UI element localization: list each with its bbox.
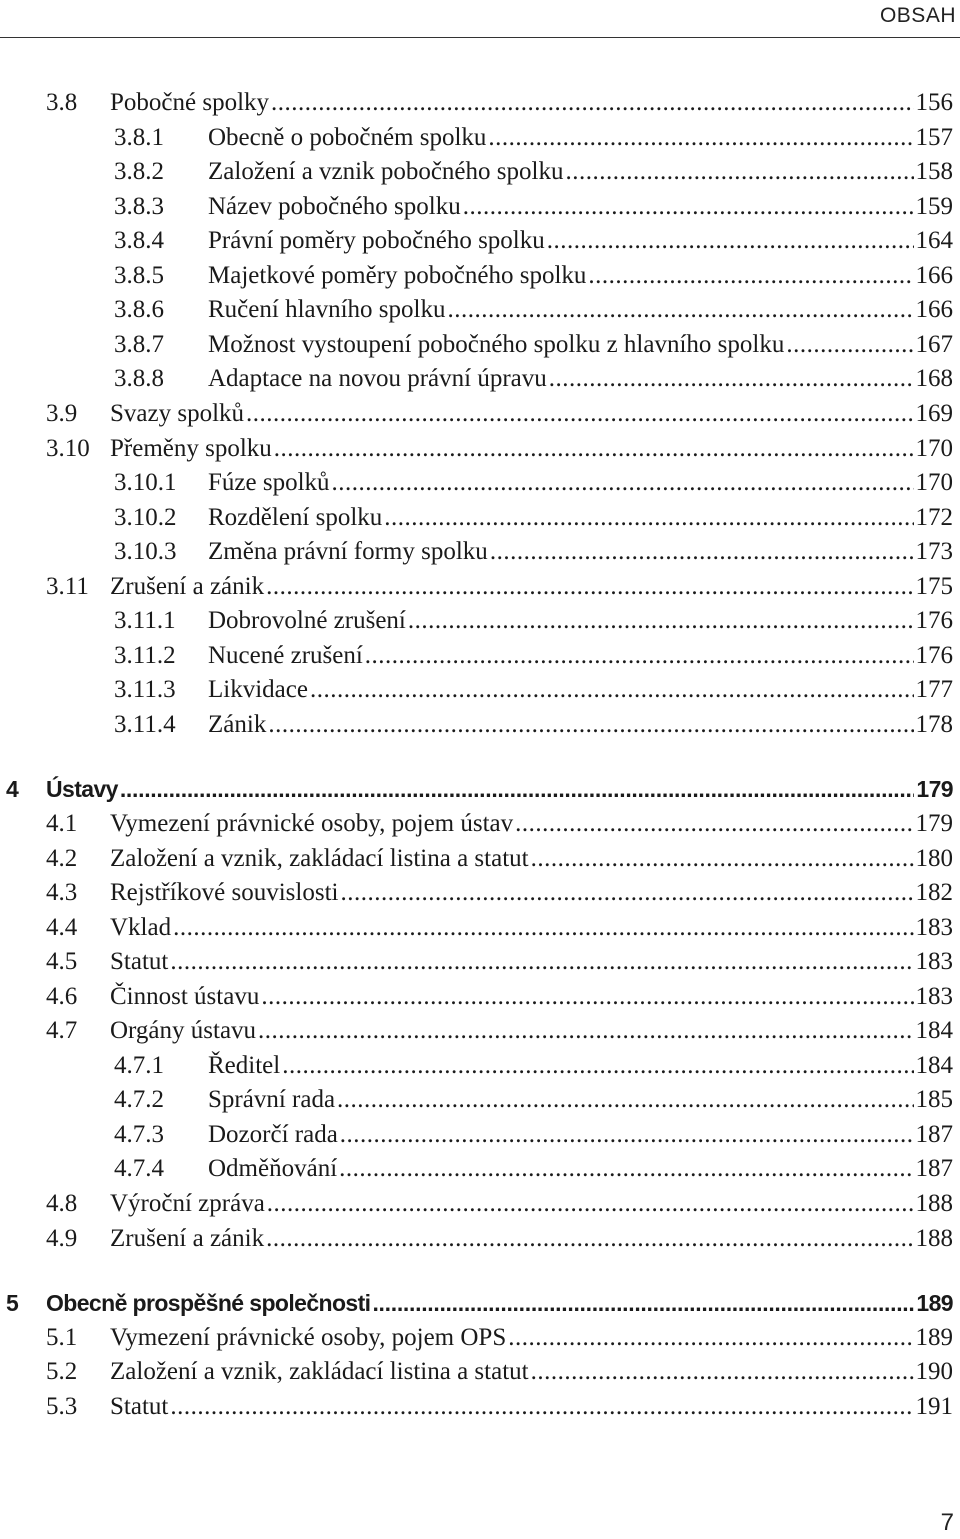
toc-entry-number: 4.7.4 — [114, 1155, 164, 1182]
toc-entry-number: 3.10 — [46, 435, 90, 462]
toc-entry-body — [208, 1118, 953, 1152]
toc-entry-title: Adaptace na novou právní úpravu — [208, 365, 547, 392]
toc-entry-title: Zrušení a zánik — [110, 573, 265, 600]
toc-entry-title: Likvidace — [208, 676, 308, 703]
toc-entry[interactable] — [0, 1014, 960, 1048]
toc-entry-number: 3.8.2 — [114, 158, 164, 185]
toc-entry-title: Vklad — [110, 914, 172, 941]
toc-entry-title: Ředitel — [208, 1052, 281, 1079]
toc-entry[interactable] — [0, 224, 960, 258]
dot-leader — [261, 980, 913, 1014]
toc-entry-page: 187 — [915, 1121, 953, 1148]
toc-entry-page: 172 — [915, 504, 953, 531]
toc-entry-title: Správní rada — [208, 1086, 336, 1113]
toc-entry[interactable] — [0, 259, 960, 293]
toc-entry-title: Statut — [110, 948, 169, 975]
dot-leader — [531, 1355, 914, 1389]
toc-entry-title: Zánik — [208, 711, 267, 738]
toc-entry[interactable] — [0, 1152, 960, 1186]
toc-entry-title: Dozorčí rada — [208, 1121, 338, 1148]
toc-entry-title: Statut — [110, 1393, 169, 1420]
toc-entry[interactable] — [0, 466, 960, 500]
toc-entry-title: Majetkové poměry pobočného spolku — [208, 262, 587, 289]
dot-leader — [267, 1187, 914, 1221]
toc-entry-title: Ústavy — [46, 776, 118, 802]
toc-entry-title: Zrušení a zánik — [110, 1225, 265, 1252]
toc-entry-body — [208, 328, 953, 362]
toc-entry-number: 4 — [6, 776, 19, 802]
toc-entry-number: 3.9 — [46, 400, 78, 427]
toc-entry-title: Dobrovolné zrušení — [208, 607, 406, 634]
toc-entry-body — [110, 807, 953, 841]
toc-entry-page: 177 — [915, 676, 953, 703]
toc-entry-title: Fúze spolků — [208, 469, 330, 496]
toc-entry-page: 166 — [915, 262, 953, 289]
toc-entry-body — [110, 945, 953, 979]
dot-leader — [365, 639, 914, 673]
toc-entry-number: 4.7 — [46, 1017, 78, 1044]
toc-entry[interactable] — [0, 911, 960, 945]
toc-entry[interactable] — [0, 1390, 960, 1424]
toc-entry-page: 187 — [915, 1155, 953, 1182]
toc-entry[interactable] — [0, 535, 960, 569]
toc-entry-number: 4.5 — [46, 948, 78, 975]
dot-leader — [588, 259, 913, 293]
toc-entry-number: 3.10.2 — [114, 504, 177, 531]
toc-entry[interactable] — [0, 604, 960, 638]
toc-entry-page: 175 — [915, 573, 953, 600]
toc-entry-title: Obecně o pobočném spolku — [208, 124, 487, 151]
toc-entry-number: 4.4 — [46, 914, 78, 941]
toc-entry[interactable] — [0, 1321, 960, 1355]
dot-leader — [339, 1152, 913, 1186]
toc-entry-number: 3.8 — [46, 89, 78, 116]
toc-entry-title: Založení a vznik pobočného spolku — [208, 158, 564, 185]
dot-leader — [488, 121, 913, 155]
toc-entry-page: 189 — [916, 1290, 953, 1316]
toc-chapter-entry[interactable] — [0, 772, 960, 806]
header-rule — [0, 37, 960, 38]
dot-leader — [531, 842, 914, 876]
toc-entry-title: Svazy spolků — [110, 400, 245, 427]
toc-entry-body — [110, 1321, 953, 1355]
toc-entry-page: 176 — [915, 607, 953, 634]
dot-leader — [340, 1118, 914, 1152]
toc-entry-number: 5 — [6, 1290, 19, 1316]
toc-entry-page: 176 — [915, 642, 953, 669]
page-number: 7 — [940, 1509, 954, 1536]
dot-leader — [786, 328, 913, 362]
toc-entry-body — [208, 501, 953, 535]
toc-entry-page: 183 — [915, 983, 953, 1010]
dot-leader — [170, 1390, 913, 1424]
toc-entry-body — [110, 1355, 953, 1389]
dot-leader — [549, 362, 914, 396]
dot-leader — [274, 432, 914, 466]
toc-entry-page: 182 — [915, 879, 953, 906]
toc-entry-number: 3.11 — [46, 573, 89, 600]
toc-entry-page: 170 — [915, 435, 953, 462]
toc-entry[interactable] — [0, 362, 960, 396]
toc-entry-title: Vymezení právnické osoby, pojem OPS — [110, 1324, 507, 1351]
toc-entry-number: 5.1 — [46, 1324, 78, 1351]
toc-entry-number: 4.2 — [46, 845, 78, 872]
dot-leader — [384, 501, 913, 535]
toc-entry-body — [208, 155, 953, 189]
toc-entry-body — [110, 911, 953, 945]
toc-entry[interactable] — [0, 155, 960, 189]
toc-entry-number: 3.11.2 — [114, 642, 176, 669]
toc-entry-number: 4.8 — [46, 1190, 78, 1217]
toc-entry-body — [46, 1286, 953, 1320]
toc-entry-number: 4.7.3 — [114, 1121, 164, 1148]
dot-leader — [340, 876, 913, 910]
dot-leader — [271, 86, 913, 120]
toc-entry-page: 156 — [915, 89, 953, 116]
dot-leader — [258, 1014, 913, 1048]
toc-entry-body — [208, 673, 953, 707]
toc-entry-title: Činnost ústavu — [110, 983, 260, 1010]
dot-leader — [170, 945, 913, 979]
toc-entry[interactable] — [0, 1222, 960, 1256]
toc-entry-title: Výroční zpráva — [110, 1190, 265, 1217]
toc-entry-title: Ručení hlavního spolku — [208, 296, 446, 323]
toc-entry-title: Vymezení právnické osoby, pojem ústav — [110, 810, 514, 837]
toc-entry[interactable] — [0, 876, 960, 910]
toc-entry-number: 4.7.2 — [114, 1086, 164, 1113]
dot-leader — [266, 1222, 913, 1256]
toc-entry-title: Založení a vznik, zakládací listina a statut — [110, 1358, 529, 1385]
toc-entry-title: Nucené zrušení — [208, 642, 363, 669]
running-header-label: OBSAH — [879, 4, 956, 27]
toc-entry-body — [208, 535, 953, 569]
toc-entry[interactable] — [0, 432, 960, 466]
toc-entry[interactable] — [0, 1355, 960, 1389]
toc-entry-page: 184 — [915, 1017, 953, 1044]
toc-entry-body — [208, 362, 953, 396]
toc-entry-number: 4.7.1 — [114, 1052, 164, 1079]
toc-entry-number: 3.8.6 — [114, 296, 164, 323]
toc-entry-page: 159 — [915, 193, 953, 220]
toc-entry-body — [110, 1390, 953, 1424]
toc-entry-number: 3.8.3 — [114, 193, 164, 220]
toc-entry-body — [208, 604, 953, 638]
toc-entry-number: 3.8.4 — [114, 227, 164, 254]
toc-entry-page: 179 — [916, 776, 953, 802]
toc-entry-number: 5.2 — [46, 1358, 78, 1385]
dot-leader — [266, 570, 913, 604]
toc-entry-page: 167 — [915, 331, 953, 358]
toc-entry[interactable] — [0, 842, 960, 876]
toc-entry-body — [110, 876, 953, 910]
toc-entry[interactable] — [0, 570, 960, 604]
toc-entry-title: Rozdělení spolku — [208, 504, 383, 531]
toc-entry[interactable] — [0, 293, 960, 327]
toc-entry-page: 166 — [915, 296, 953, 323]
toc-entry-number: 3.11.4 — [114, 711, 176, 738]
dot-leader — [515, 807, 913, 841]
toc-entry-body — [208, 224, 953, 258]
toc-entry-title: Orgány ústavu — [110, 1017, 257, 1044]
toc-entry-number: 4.3 — [46, 879, 78, 906]
toc-entry-page: 184 — [915, 1052, 953, 1079]
toc-entry-page: 183 — [915, 948, 953, 975]
toc-entry-body — [110, 397, 953, 431]
toc-entry-number: 4.1 — [46, 810, 78, 837]
toc-entry-body — [208, 466, 953, 500]
toc-entry[interactable] — [0, 1118, 960, 1152]
toc-entry-body — [110, 1222, 953, 1256]
toc-entry-number: 3.8.1 — [114, 124, 164, 151]
toc-entry-number: 3.8.5 — [114, 262, 164, 289]
toc-entry-number: 3.10.1 — [114, 469, 177, 496]
toc-entry[interactable] — [0, 328, 960, 362]
toc-entry-body — [208, 293, 953, 327]
toc-entry-body — [208, 708, 953, 742]
toc-entry-title: Pobočné spolky — [110, 89, 270, 116]
toc-entry-title: Název pobočného spolku — [208, 193, 461, 220]
dot-leader — [332, 466, 914, 500]
dot-leader — [268, 708, 913, 742]
toc-entry-number: 4.6 — [46, 983, 78, 1010]
dot-leader — [508, 1321, 913, 1355]
toc-entry-title: Založení a vznik, zakládací listina a statut — [110, 845, 529, 872]
toc-entry-body — [110, 1014, 953, 1048]
toc-entry[interactable] — [0, 1049, 960, 1083]
toc-entry-page: 188 — [915, 1225, 953, 1252]
toc-entry-body — [208, 1083, 953, 1117]
toc-entry-body — [110, 842, 953, 876]
toc-entry[interactable] — [0, 980, 960, 1014]
toc-entry-number: 3.10.3 — [114, 538, 177, 565]
toc-entry-number: 4.9 — [46, 1225, 78, 1252]
toc-entry-page: 168 — [915, 365, 953, 392]
toc-entry-body — [208, 1152, 953, 1186]
toc-entry[interactable] — [0, 1083, 960, 1117]
toc-entry-body — [208, 259, 953, 293]
toc-entry-number: 3.11.1 — [114, 607, 176, 634]
toc-entry-page: 191 — [915, 1393, 953, 1420]
dot-leader — [173, 911, 913, 945]
toc-entry-page: 189 — [915, 1324, 953, 1351]
toc-entry-page: 180 — [915, 845, 953, 872]
toc-entry-title: Obecně prospěšné společnosti — [46, 1290, 371, 1316]
toc-entry-number: 3.8.7 — [114, 331, 164, 358]
toc-entry-body — [208, 1049, 953, 1083]
toc-entry-title: Možnost vystoupení pobočného spolku z hlavního spolku — [208, 331, 785, 358]
toc-entry-page: 185 — [915, 1086, 953, 1113]
toc-entry-page: 190 — [915, 1358, 953, 1385]
toc-entry-body — [110, 86, 953, 120]
toc-entry[interactable] — [0, 121, 960, 155]
toc-entry-body — [208, 639, 953, 673]
toc-entry-number: 3.11.3 — [114, 676, 176, 703]
toc-entry[interactable] — [0, 1187, 960, 1221]
toc-entry[interactable] — [0, 945, 960, 979]
toc-entry-page: 173 — [915, 538, 953, 565]
dot-leader — [447, 293, 913, 327]
dot-leader — [490, 535, 914, 569]
toc-entry-body — [208, 121, 953, 155]
toc-entry-title: Odměňování — [208, 1155, 338, 1182]
toc-entry[interactable] — [0, 708, 960, 742]
toc-entry-body — [110, 1187, 953, 1221]
toc-entry[interactable] — [0, 397, 960, 431]
toc-entry-title: Změna právní formy spolku — [208, 538, 488, 565]
toc-entry-number: 5.3 — [46, 1393, 78, 1420]
toc-entry-page: 164 — [915, 227, 953, 254]
dot-leader — [282, 1049, 913, 1083]
toc-entry-page: 178 — [915, 711, 953, 738]
toc-entry-page: 188 — [915, 1190, 953, 1217]
toc-entry[interactable] — [0, 807, 960, 841]
toc-entry-page: 179 — [915, 810, 953, 837]
toc-entry-number: 3.8.8 — [114, 365, 164, 392]
toc-entry-title: Právní poměry pobočného spolku — [208, 227, 545, 254]
dot-leader — [408, 604, 914, 638]
toc-entry-body — [208, 190, 953, 224]
dot-leader — [310, 673, 914, 707]
dot-leader — [463, 190, 914, 224]
toc-chapter-entry[interactable] — [0, 1286, 960, 1320]
toc-entry-page: 169 — [915, 400, 953, 427]
toc-entry-page: 170 — [915, 469, 953, 496]
toc-entry-body — [110, 432, 953, 466]
toc-entry-page: 183 — [915, 914, 953, 941]
toc-entry-body — [110, 980, 953, 1014]
dot-leader — [565, 155, 913, 189]
toc-entry[interactable] — [0, 86, 960, 120]
dot-leader — [547, 224, 914, 258]
toc-entry-body — [110, 570, 953, 604]
toc-entry-page: 158 — [915, 158, 953, 185]
dot-leader — [120, 772, 915, 806]
toc-entry[interactable] — [0, 501, 960, 535]
toc-entry-title: Přeměny spolku — [110, 435, 272, 462]
toc-entry-body — [46, 772, 953, 806]
dot-leader — [246, 397, 913, 431]
toc-entry[interactable] — [0, 639, 960, 673]
toc-entry[interactable] — [0, 190, 960, 224]
toc-entry[interactable] — [0, 673, 960, 707]
toc-entry-title: Rejstříkové souvislosti — [110, 879, 339, 906]
dot-leader — [372, 1286, 914, 1320]
toc-entry-page: 157 — [915, 124, 953, 151]
dot-leader — [337, 1083, 913, 1117]
